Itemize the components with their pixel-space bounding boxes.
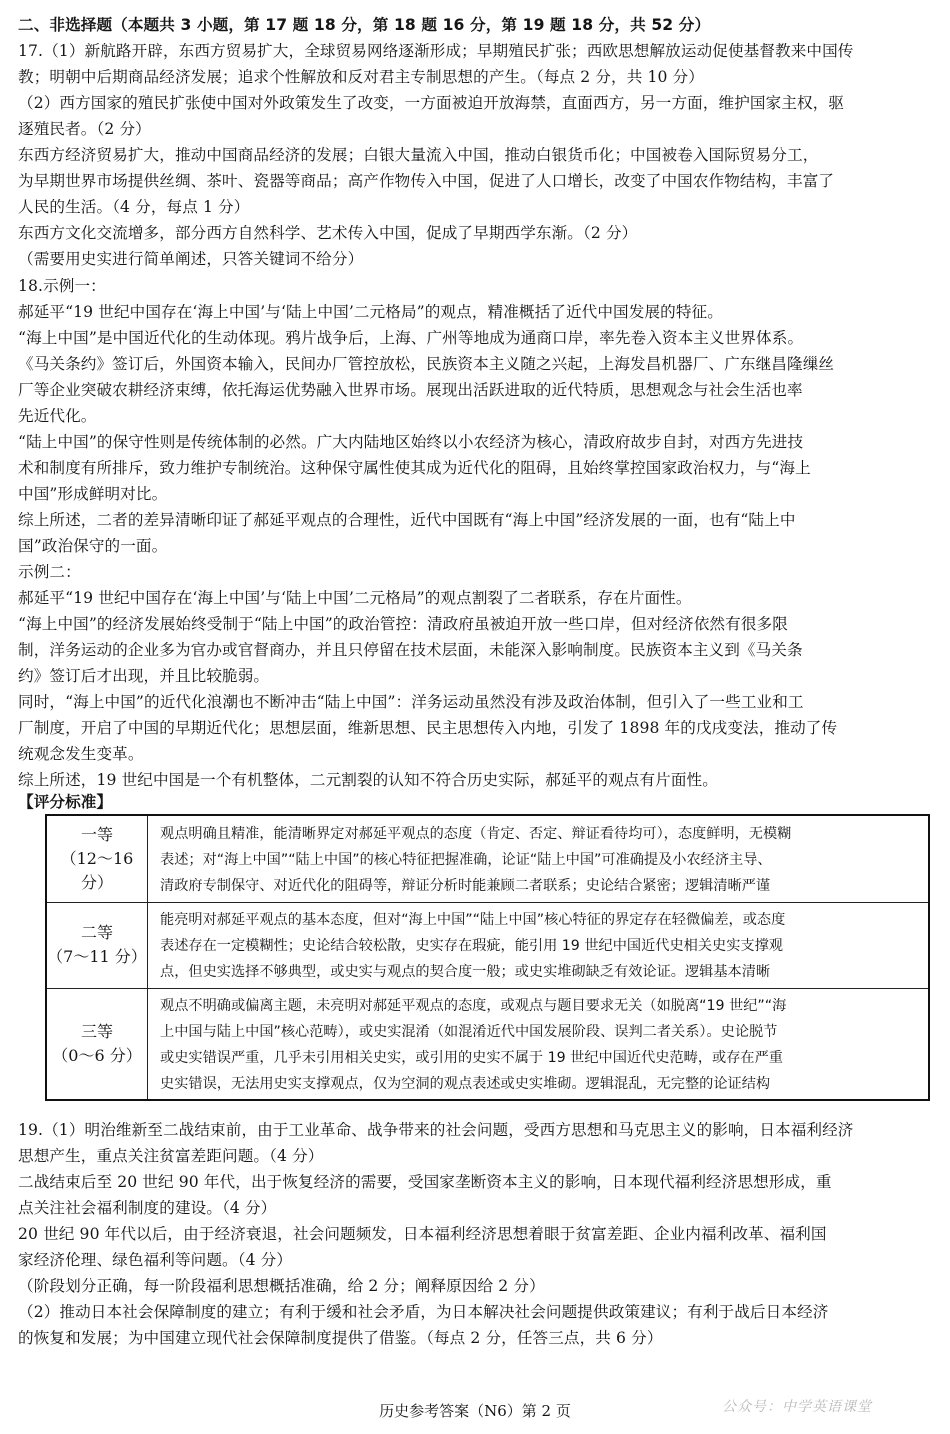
q18-line-20: 综上所述，19 世纪中国是一个有机整体，二元割裂的认知不符合历史实际，郝延平的观点有片面性。 — [18, 771, 718, 789]
grading-level-name: 二等 — [80, 923, 113, 942]
grading-desc-line: 点，但史实选择不够典型，或史实与观点的契合度一般；或史实堆砌缺乏有效论证。逻辑基本清晰 — [160, 964, 771, 980]
grading-level-cell — [46, 902, 148, 988]
grading-desc-line: 表述；对“海上中国”“陆上中国”的核心特征把握准确，论证“陆上中国”可准确提及小农经济主导、 — [160, 851, 772, 868]
grading-level-name: 一等 — [80, 824, 113, 844]
grading-desc-line: 表述存在一定模糊性；史论结合较松散，史实存在瑕疵，能引用 19 世纪中国近代史相关史实支撑观 — [160, 938, 783, 954]
grading-desc-line: 观点明确且精准，能清晰界定对郝延平观点的态度（肯定、否定、辩证看待均可），态度鲜明，无模糊 — [160, 825, 792, 842]
grading-row-second — [46, 902, 929, 988]
q18-line-4: 《马关条约》签订后，外国资本输入，民间办厂管控放松，民族资本主义随之兴起，上海发昌机器厂、广东继昌隆缫丝 — [18, 355, 835, 373]
q17-line-6: 为早期世界市场提供丝绸、茶叶、瓷器等商品；高产作物传入中国，促进了人口增长，改变了中国农作物结构，丰富了 — [18, 172, 835, 190]
q17-line-2: 教；明朝中后期商品经济发展；追求个性解放和反对君主专制思想的产生。（每点 2 分，共 10 分） — [18, 68, 704, 86]
grading-level-range: （7～11 分） — [47, 947, 147, 966]
q18-line-14: “海上中国”的经济发展始终受制于“陆上中国”的政治管控：清政府虽被迫开放一些口岸，但对经济依然有很多限 — [18, 615, 788, 633]
q18-line-19: 统观念发生变革。 — [18, 745, 144, 763]
grading-table — [45, 814, 930, 1101]
q19-line-6: 家经济伦理、绿色福利等问题。（4 分） — [18, 1251, 293, 1269]
q18-line-1: 18.示例一： — [18, 277, 106, 295]
q18-line-9: 中国”形成鲜明对比。 — [18, 485, 168, 503]
q19-line-4: 点关注社会福利制度的建设。（4 分） — [18, 1199, 277, 1217]
q19-line-2: 思想产生，重点关注贫富差距问题。（4 分） — [18, 1147, 324, 1165]
q18-line-13: 郝延平“19 世纪中国存在‘海上中国’与‘陆上中国’二元格局”的观点割裂了二者联系，存在片面性。 — [18, 589, 692, 607]
q18-line-3: “海上中国”是中国近代化的生动体现。鸦片战争后，上海、广州等地成为通商口岸，率先卷入资本主义世界体系。 — [18, 329, 804, 347]
q18-line-11: 国”政治保守的一面。 — [18, 537, 168, 555]
q19-line-3: 二战结束后至 20 世纪 90 年代，出于恢复经济的需要，受国家垄断资本主义的影响，日本现代福利经济思想形成，重 — [18, 1173, 832, 1191]
q18-line-17: 同时，“海上中国”的近代化浪潮也不断冲击“陆上中国”：洋务运动虽然没有涉及政治体制，但引入了一些工业和工 — [18, 693, 804, 711]
grading-desc-line: 史实错误，无法用史实支撑观点，仅为空洞的观点表述或史实堆砌。逻辑混乱，无完整的论证结构 — [160, 1075, 771, 1092]
grading-level-name: 三等 — [80, 1021, 113, 1041]
grading-level-range: （0～6 分） — [52, 1045, 142, 1065]
q18-line-10: 综上所述，二者的差异清晰印证了郝延平观点的合理性，近代中国既有“海上中国”经济发展的一面，也有“陆上中 — [18, 511, 796, 529]
q18-line-2: 郝延平“19 世纪中国存在‘海上中国’与‘陆上中国’二元格局”的观点，精准概括了近代中国发展的特征。 — [18, 303, 723, 321]
section-header: 二、非选择题（本题共 3 小题，第 17 题 18 分，第 18 题 16 分，第 19 题 18 分，共 52 分） — [18, 16, 711, 34]
grading-desc-cell — [148, 815, 930, 902]
scoring-title: 【评分标准】 — [18, 793, 113, 811]
grading-desc-cell — [148, 902, 930, 988]
grading-row-first — [46, 815, 929, 902]
q18-line-8: 术和制度有所排斥，致力维护专制统治。这种保守属性使其成为近代化的阻碍，且始终掌控国家政治权力，与“海上 — [18, 459, 811, 477]
grading-desc-cell — [148, 988, 930, 1100]
q19-line-1: 19.（1）明治维新至二战结束前，由于工业革命、战争带来的社会问题，受西方思想和马克思主义的影响，日本福利经济 — [18, 1121, 854, 1139]
q18-line-15: 制，洋务运动的企业多为官办或官督商办，并且只停留在技术层面，未能深入影响制度。民族资本主义到《马关条 — [18, 641, 803, 659]
grading-desc-line: 能亮明对郝延平观点的基本态度，但对“海上中国”“陆上中国”核心特征的界定存在轻微偏差，或态度 — [160, 912, 786, 928]
q18-line-6: 先近代化。 — [18, 407, 97, 425]
q17-line-9: （需要用史实进行简单阐述，只答关键词不给分） — [18, 250, 364, 268]
grading-level-cell — [46, 815, 148, 902]
q19-line-8: （2）推动日本社会保障制度的建立；有利于缓和社会矛盾，为日本解决社会问题提供政策建议；有利于战后日本经济 — [18, 1303, 829, 1321]
q17-line-1: 17.（1）新航路开辟，东西方贸易扩大，全球贸易网络逐渐形成；早期殖民扩张；西欧思想解放运动促使基督教来中国传 — [18, 42, 854, 60]
grading-desc-line: 清政府专制保守、对近代化的阻碍等，辩证分析时能兼顾二者联系；史论结合紧密；逻辑清晰严谨 — [160, 877, 771, 894]
grading-level-range: （12～16 分） — [60, 848, 134, 892]
q17-line-8: 东西方文化交流增多，部分西方自然科学、艺术传入中国，促成了早期西学东渐。（2 分） — [18, 224, 638, 242]
q19-line-9: 的恢复和发展；为中国建立现代社会保障制度提供了借鉴。（每点 2 分，任答三点，共 6 分） — [18, 1329, 663, 1347]
q17-line-3: （2）西方国家的殖民扩张使中国对外政策发生了改变，一方面被迫开放海禁，直面西方，另一方面，维护国家主权，驱 — [18, 94, 845, 112]
q18-line-18: 厂制度，开启了中国的早期近代化；思想层面，维新思想、民主思想传入内地，引发了 1898 年的戊戌变法，推动了传 — [18, 719, 838, 737]
grading-level-cell — [46, 988, 148, 1100]
grading-row-third — [46, 988, 929, 1100]
q18-line-12: 示例二： — [18, 563, 81, 581]
q19-line-7: （阶段划分正确，每一阶段福利思想概括准确，给 2 分；阐释原因给 2 分） — [18, 1277, 545, 1295]
q17-line-7: 人民的生活。（4 分，每点 1 分） — [18, 198, 250, 216]
watermark-text: 公众号：中学英语课堂 — [722, 1399, 872, 1415]
q18-line-16: 约》签订后才出现，并且比较脆弱。 — [18, 667, 270, 685]
grading-desc-line: 或史实错误严重，几乎未引用相关史实，或引用的史实不属于 19 世纪中国近代史范畴，或存在严重 — [160, 1049, 783, 1066]
q17-line-4: 逐殖民者。（2 分） — [18, 120, 151, 138]
grading-desc-line: 上中国与陆上中国”核心范畴），或史实混淆（如混淆近代中国发展阶段、误判二者关系）。史论脱节 — [160, 1023, 778, 1040]
q17-line-5: 东西方经济贸易扩大，推动中国商品经济的发展；白银大量流入中国，推动白银货币化；中国被卷入国际贸易分工， — [18, 146, 819, 164]
q19-line-5: 20 世纪 90 年代以后，由于经济衰退，社会问题频发，日本福利经济思想着眼于贫富差距、企业内福利改革、福利国 — [18, 1225, 827, 1243]
q18-line-7: “陆上中国”的保守性则是传统体制的必然。广大内陆地区始终以小农经济为核心，清政府故步自封，对西方先进技 — [18, 433, 804, 451]
q18-line-5: 厂等企业突破农耕经济束缚，依托海运优势融入世界市场。展现出活跃进取的近代特质，思想观念与社会生活也率 — [18, 381, 803, 399]
page-footer: 历史参考答案（N6）第 2 页 — [379, 1402, 571, 1420]
grading-desc-line: 观点不明确或偏离主题，未亮明对郝延平观点的态度，或观点与题目要求无关（如脱离“19 世纪”“海 — [160, 997, 787, 1014]
